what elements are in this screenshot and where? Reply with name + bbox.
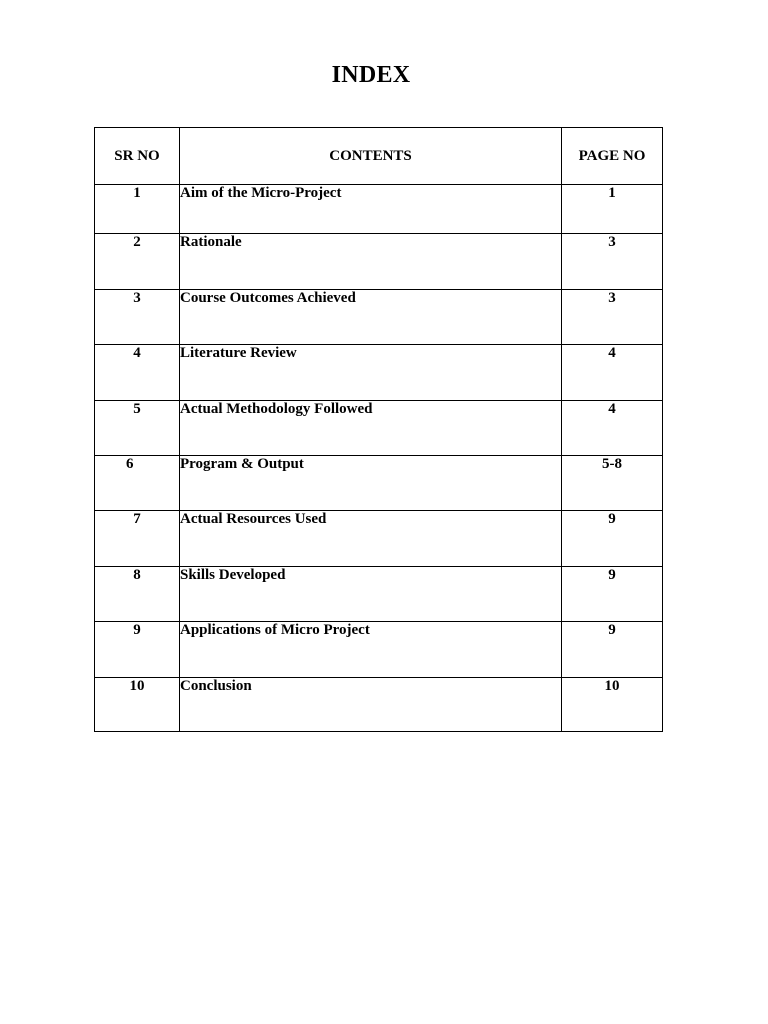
contents-cell: Rationale — [180, 234, 562, 290]
header-sr-no: SR NO — [95, 128, 180, 185]
contents-cell: Actual Resources Used — [180, 511, 562, 567]
table-row — [95, 567, 663, 622]
table-row — [95, 456, 663, 511]
page-no-cell: 10 — [562, 678, 663, 732]
sr-no-cell: 8 — [95, 567, 180, 622]
table-row — [95, 290, 663, 345]
sr-no-cell: 7 — [95, 511, 180, 567]
table-row — [95, 401, 663, 456]
contents-cell: Conclusion — [180, 678, 562, 732]
page-no-cell: 9 — [562, 622, 663, 678]
table-header-row — [95, 128, 663, 185]
page-no-cell: 4 — [562, 345, 663, 401]
page-no-cell: 3 — [562, 234, 663, 290]
page-no-cell: 4 — [562, 401, 663, 456]
table-row — [95, 678, 663, 732]
table-row — [95, 185, 663, 234]
sr-no-cell: 2 — [95, 234, 180, 290]
header-contents: CONTENTS — [180, 128, 562, 185]
contents-cell: Literature Review — [180, 345, 562, 401]
contents-cell: Actual Methodology Followed — [180, 401, 562, 456]
page-no-cell: 9 — [562, 567, 663, 622]
table-row — [95, 345, 663, 401]
contents-cell: Skills Developed — [180, 567, 562, 622]
index-table — [94, 127, 663, 732]
table-row — [95, 511, 663, 567]
table-row — [95, 622, 663, 678]
contents-cell: Course Outcomes Achieved — [180, 290, 562, 345]
contents-cell: Applications of Micro Project — [180, 622, 562, 678]
header-page-no: PAGE NO — [562, 128, 663, 185]
contents-cell: Program & Output — [180, 456, 562, 511]
sr-no-cell: 9 — [95, 622, 180, 678]
sr-no-cell: 5 — [95, 401, 180, 456]
sr-no-cell: 3 — [95, 290, 180, 345]
table-row — [95, 234, 663, 290]
sr-no-cell: 6 — [95, 456, 180, 511]
contents-cell: Aim of the Micro-Project — [180, 185, 562, 234]
sr-no-cell: 10 — [95, 678, 180, 732]
sr-no-cell: 1 — [95, 185, 180, 234]
page-no-cell: 5-8 — [562, 456, 663, 511]
page-no-cell: 3 — [562, 290, 663, 345]
sr-no-cell: 4 — [95, 345, 180, 401]
page-title: INDEX — [331, 62, 411, 88]
page-no-cell: 9 — [562, 511, 663, 567]
page-no-cell: 1 — [562, 185, 663, 234]
